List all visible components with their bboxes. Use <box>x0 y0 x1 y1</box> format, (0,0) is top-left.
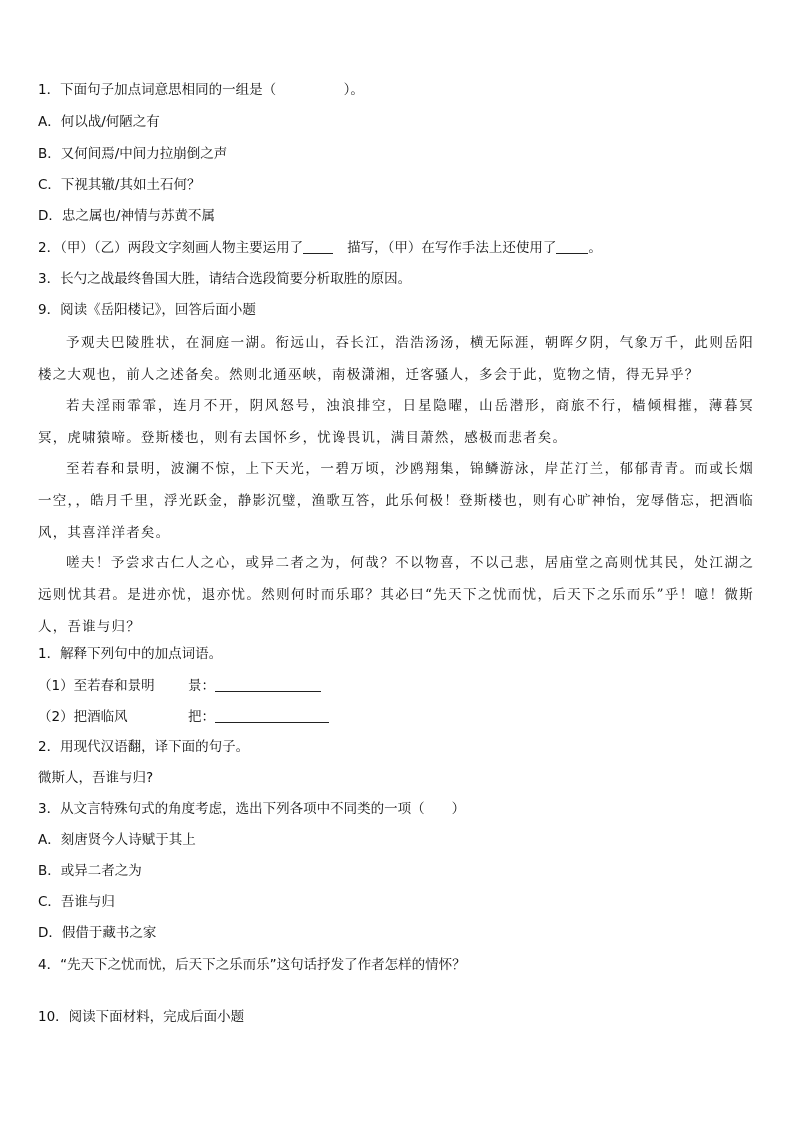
sub-question-3-stem: 3．从文言特殊句式的角度考虑，选出下列各项中不同类的一项（ ） <box>38 801 466 817</box>
passage-paragraph-1: 予观夫巴陵胜状，在洞庭一湖。衔远山，吞长江，浩浩汤汤，横无际涯，朝晖夕阴，气象万千，此则岳阳楼之大观也，前人之述备矣。然则北通巫峡，南极潇湘，迁客骚人，多会于此，览物之情，得无异乎？ <box>38 335 754 383</box>
sub-question-2-stem: 2．用现代汉语翻，译下面的句子。 <box>38 739 250 755</box>
question-1-option-a: A．何以战/何陋之有 <box>38 114 160 130</box>
answer-blank[interactable] <box>556 239 588 254</box>
section-10-heading: 10．阅读下面材料，完成后面小题 <box>38 1009 245 1025</box>
answer-blank[interactable] <box>303 239 333 254</box>
sub-question-1-item-2: （2）把酒临风 把： <box>38 708 758 726</box>
answer-blank[interactable] <box>215 708 329 723</box>
section-9-heading: 9．阅读《岳阳楼记》，回答后面小题 <box>38 302 256 318</box>
question-2-text-part3: 。 <box>588 240 602 256</box>
sub-question-3-option-c: C．吾谁与归 <box>38 894 115 910</box>
question-3: 3．长勺之战最终鲁国大胜，请结合选段简要分析取胜的原因。 <box>38 271 412 287</box>
answer-blank[interactable] <box>215 677 321 692</box>
sub-question-2-sentence: 微斯人，吾谁与归? <box>38 770 154 786</box>
passage-paragraph-2: 若夫淫雨霏霏，连月不开，阴风怒号，浊浪排空，日星隐曜，山岳潜形，商旅不行，樯倾楫摧，薄暮冥冥，虎啸猿啼。登斯楼也，则有去国怀乡，忧谗畏讥，满目萧然，感极而悲者矣。 <box>38 398 754 446</box>
question-1-stem: 1．下面句子加点词意思相同的一组是（ ）。 <box>38 82 364 98</box>
sub-question-1-stem: 1．解释下列句中的加点词语。 <box>38 646 223 662</box>
question-1-option-d: D．忠之属也/神情与苏黄不属 <box>38 208 215 224</box>
sub-question-1-item-1: （1）至若春和景明 景： <box>38 677 758 695</box>
question-1-option-c: C．下视其辙/其如土石何？ <box>38 177 201 193</box>
sub-question-4: 4．“先天下之忧而忧，后天下之乐而乐”这句话抒发了作者怎样的情怀？ <box>38 957 466 973</box>
passage-paragraph-3: 至若春和景明，波澜不惊，上下天光，一碧万顷，沙鸥翔集，锦鳞游泳，岸芷汀兰，郁郁青青。而或长烟一空，，皓月千里，浮光跃金，静影沉璧，渔歌互答，此乐何极！登斯楼也，则有心旷神怡，宠辱偕忘，把酒临风，其喜洋洋者矣。 <box>38 461 754 541</box>
passage-paragraph-4: 嗟夫！予尝求古仁人之心，或异二者之为，何哉？不以物喜，不以己悲，居庙堂之高则忧其民，处江湖之远则忧其君。是进亦忧，退亦忧。然则何时而乐耶？其必曰“先天下之忧而忧，后天下之乐而乐”乎！噫！微斯人，吾谁与归？ <box>38 555 754 635</box>
sub-question-3-option-b: B．或异二者之为 <box>38 863 142 879</box>
question-1-option-b: B．又何间焉/中间力拉崩倒之声 <box>38 146 228 162</box>
sub-question-3-option-d: D．假借于藏书之家 <box>38 925 157 941</box>
question-2 <box>38 239 758 257</box>
sub-question-3-option-a: A．刻唐贤今人诗赋于其上 <box>38 832 196 848</box>
question-2-text-part1: 2．（甲）（乙）两段文字刻画人物主要运用了 <box>38 240 304 256</box>
question-2-text-part2: 描写，（甲）在写作手法上还使用了 <box>347 240 557 256</box>
